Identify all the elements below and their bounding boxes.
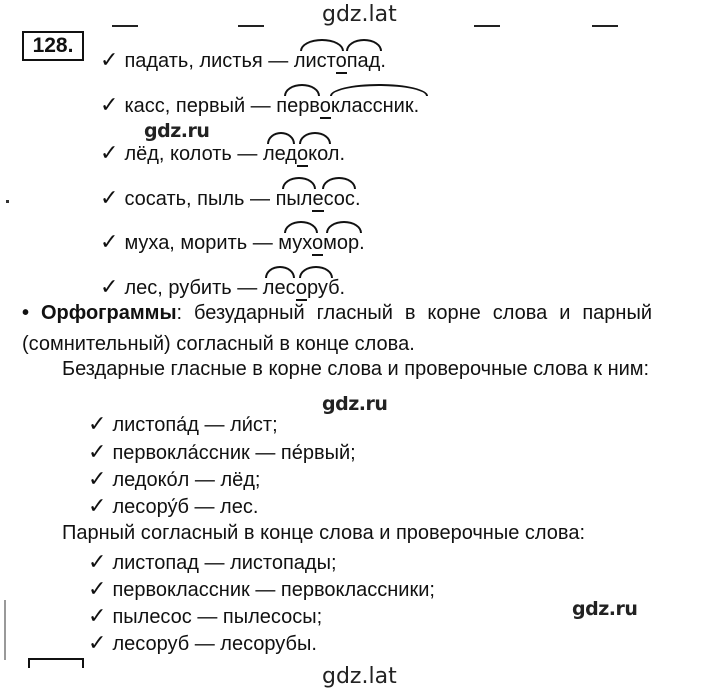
- check-icon: ✓: [88, 576, 107, 601]
- compound-word: листопад: [294, 49, 381, 73]
- compound-line: ✓ падать, листья — листопад .: [100, 48, 386, 73]
- check-icon: ✓: [100, 140, 119, 165]
- watermark-inline: gdz.ru: [322, 393, 388, 415]
- check-icon: ✓: [100, 185, 119, 210]
- source-words: лёд, колоть —: [124, 143, 263, 165]
- check-icon: ✓: [100, 92, 119, 117]
- compound-line: ✓ лес, рубить — лесоруб .: [100, 275, 345, 300]
- compound-word: первоклассник: [276, 94, 413, 118]
- header-dash: [112, 25, 138, 27]
- compound-word: лесоруб: [263, 276, 340, 300]
- compound-word: мухомор: [278, 231, 359, 255]
- check-icon: ✓: [100, 274, 119, 299]
- orthograms-text: : безударный гласный в корне слова и парный (сомнительный) согласный в конце слова.: [22, 302, 652, 355]
- check-list-item: ✓ листопад — листопады;: [88, 549, 337, 574]
- check-icon: ✓: [88, 439, 107, 464]
- compound-line: ✓ касс, первый — первоклассник .: [100, 93, 419, 118]
- next-exercise-box-fragment: [28, 658, 84, 668]
- source-words: сосать, пыль —: [124, 188, 276, 210]
- check-icon: ✓: [88, 603, 107, 628]
- watermark-inline: gdz.ru: [144, 120, 210, 142]
- check-icon: ✓: [88, 549, 107, 574]
- compound-word: пылесос: [276, 187, 355, 211]
- check-list-item: ✓ листопа́д — ли́ст;: [88, 411, 278, 436]
- check-list-item: ✓ лесору́б — лес.: [88, 493, 259, 518]
- source-words: муха, морить —: [124, 232, 279, 254]
- source-words: касс, первый —: [124, 95, 277, 117]
- unstressed-intro: Бездарные гласные в корне слова и проверочные слова к ним:: [62, 358, 650, 380]
- orthograms-label: Орфограммы: [40, 302, 177, 324]
- watermark-top: gdz.lat: [322, 2, 397, 27]
- watermark-inline: gdz.ru: [572, 598, 638, 620]
- check-icon: ✓: [100, 47, 119, 72]
- source-words: лес, рубить —: [124, 277, 263, 299]
- check-list-item: ✓ лесоруб — лесорубы.: [88, 630, 317, 655]
- exercise-number: 128.: [22, 31, 84, 61]
- check-icon: ✓: [88, 466, 107, 491]
- compound-line: ✓ лёд, колоть — ледокол .: [100, 141, 345, 166]
- scan-mark: [4, 600, 6, 660]
- check-list-item: ✓ ледоко́л — лёд;: [88, 466, 261, 491]
- orthograms-paragraph: [22, 298, 652, 360]
- check-list-item: ✓ первоклассник — первоклассники;: [88, 576, 435, 601]
- check-icon: ✓: [100, 229, 119, 254]
- header-dash: [238, 25, 264, 27]
- check-icon: ✓: [88, 630, 107, 655]
- check-icon: ✓: [88, 493, 107, 518]
- header-dash: [474, 25, 500, 27]
- compound-line: ✓ сосать, пыль — пылесос .: [100, 186, 361, 211]
- check-icon: ✓: [88, 411, 107, 436]
- source-words: падать, листья —: [124, 50, 294, 72]
- compound-line: ✓ муха, морить — мухомор .: [100, 230, 365, 255]
- scan-mark: [6, 200, 9, 203]
- compound-word: ледокол: [263, 142, 339, 166]
- bullet: •: [22, 302, 30, 324]
- check-list-item: ✓ первокла́ссник — пе́рвый;: [88, 439, 356, 464]
- header-dash: [592, 25, 618, 27]
- paired-intro: Парный согласный в конце слова и проверочные слова:: [62, 522, 585, 544]
- watermark-bottom: gdz.lat: [322, 664, 397, 689]
- check-list-item: ✓ пылесос — пылесосы;: [88, 603, 323, 628]
